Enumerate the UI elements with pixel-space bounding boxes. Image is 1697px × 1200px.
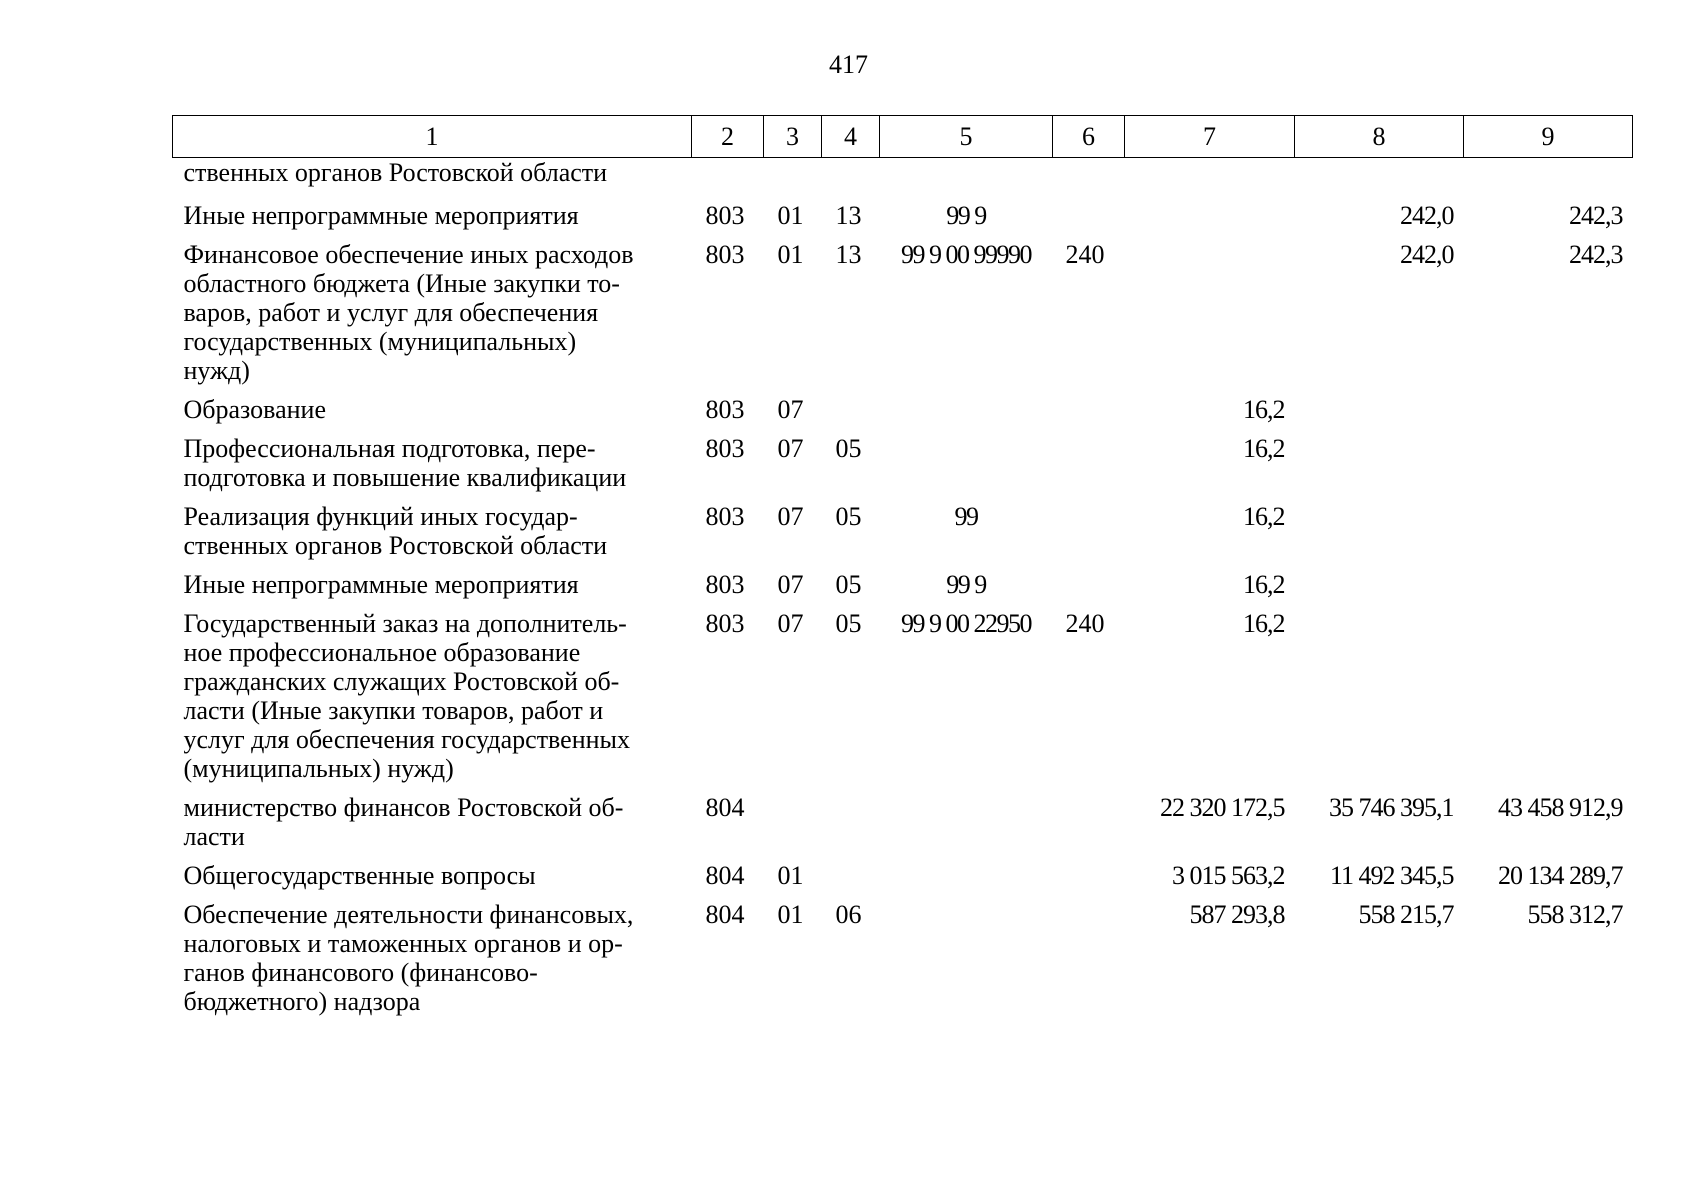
subsection-code-cell: 06 [835, 900, 862, 929]
table-row [173, 395, 1633, 434]
section-code-cell [764, 793, 822, 861]
expense-name-cell: Общегосударственные вопросы [183, 861, 536, 890]
expense-type-cell: 240 [1065, 240, 1105, 269]
expense-name-cell: Профессиональная подготовка, пере- подготовка и повышение квалификации [183, 434, 627, 492]
table-row [173, 240, 1633, 395]
amount-col7-cell: 16,2 [1243, 609, 1285, 638]
expense-type-cell: 240 [1065, 609, 1105, 638]
amount-col7-cell: 22 320 172,5 [1160, 793, 1285, 822]
target-article-cell [880, 158, 1053, 202]
expense-name-cell: ственных органов Ростовской области [183, 158, 608, 187]
target-article-cell: 99 9 [946, 201, 986, 230]
target-article-cell [880, 434, 1053, 502]
expense-type-cell [1053, 434, 1125, 502]
expense-type-cell [1053, 570, 1125, 609]
target-article-cell: 99 9 00 99990 [901, 240, 1031, 269]
target-article-cell: 99 9 [946, 570, 986, 599]
target-article-cell [880, 395, 1053, 434]
target-article-cell [880, 793, 1053, 861]
ministry-code-cell: 803 [705, 395, 745, 424]
amount-col9-cell: 20 134 289,7 [1498, 861, 1623, 890]
amount-col8-cell [1295, 570, 1464, 609]
amount-col9-cell: 242,3 [1569, 240, 1623, 269]
amount-col9-cell: 558 312,7 [1527, 900, 1623, 929]
column-header: 5 [880, 116, 1053, 158]
ministry-code-cell: 804 [705, 900, 745, 929]
target-article-cell [880, 900, 1053, 1026]
table-row [173, 793, 1633, 861]
expense-name-cell: Иные непрограммные мероприятия [183, 570, 579, 599]
expense-name-cell: Обеспечение деятельности финансовых, налоговых и таможенных органов и ор- ганов финансового (финансово- бюджетного) надзора [183, 900, 634, 1016]
amount-col8-cell: 242,0 [1400, 201, 1454, 230]
ministry-code-cell: 803 [705, 570, 745, 599]
amount-col7-cell: 3 015 563,2 [1172, 861, 1285, 890]
column-header: 4 [822, 116, 880, 158]
table-row [173, 158, 1633, 202]
section-code-cell: 07 [777, 434, 804, 463]
subsection-code-cell: 05 [835, 570, 862, 599]
expense-type-cell [1053, 201, 1125, 240]
table-row [173, 570, 1633, 609]
target-article-cell [880, 861, 1053, 900]
expense-name-cell: Образование [183, 395, 327, 424]
table-row [173, 434, 1633, 502]
amount-col8-cell: 11 492 345,5 [1329, 861, 1454, 890]
section-code-cell: 01 [777, 900, 804, 929]
expense-type-cell [1053, 793, 1125, 861]
amount-col8-cell [1295, 502, 1464, 570]
amount-col7-cell [1125, 158, 1295, 202]
amount-col7-cell: 587 293,8 [1189, 900, 1285, 929]
expense-type-cell [1053, 900, 1125, 1026]
section-code-cell: 07 [777, 395, 804, 424]
expense-name-cell: Иные непрограммные мероприятия [183, 201, 579, 230]
amount-col9-cell: 242,3 [1569, 201, 1623, 230]
table-row [173, 861, 1633, 900]
subsection-code-cell [822, 793, 880, 861]
amount-col9-cell [1464, 570, 1633, 609]
expense-type-cell [1053, 158, 1125, 202]
subsection-code-cell: 13 [835, 240, 862, 269]
expense-type-cell [1053, 502, 1125, 570]
section-code-cell: 01 [777, 861, 804, 890]
amount-col7-cell: 16,2 [1243, 395, 1285, 424]
target-article-cell: 99 9 00 22950 [901, 609, 1031, 638]
column-header: 2 [692, 116, 764, 158]
budget-table [172, 115, 1633, 1026]
table-row [173, 609, 1633, 793]
expense-name-cell: Финансовое обеспечение иных расходов областного бюджета (Иные закупки то- варов, работ и услуг для обеспечения государственных (муниципальных) нужд) [183, 240, 634, 385]
expense-type-cell [1053, 395, 1125, 434]
target-article-cell: 99 [954, 502, 978, 531]
subsection-code-cell: 13 [835, 201, 862, 230]
amount-col9-cell: 43 458 912,9 [1498, 793, 1623, 822]
amount-col7-cell: 16,2 [1243, 434, 1285, 463]
table-row [173, 201, 1633, 240]
ministry-code-cell: 803 [705, 502, 745, 531]
expense-name-cell: Государственный заказ на дополнитель- ное профессиональное образование гражданских служащих Ростовской об- ласти (Иные закупки товаров, работ и услуг для обеспечения государственных (муниципальных) нужд) [183, 609, 631, 783]
section-code-cell: 07 [777, 502, 804, 531]
amount-col9-cell [1464, 609, 1633, 793]
amount-col8-cell: 558 215,7 [1358, 900, 1454, 929]
amount-col8-cell [1295, 395, 1464, 434]
amount-col9-cell [1464, 434, 1633, 502]
subsection-code-cell: 05 [835, 502, 862, 531]
amount-col8-cell [1295, 158, 1464, 202]
amount-col9-cell [1464, 502, 1633, 570]
ministry-code-cell [692, 158, 764, 202]
amount-col7-cell [1125, 240, 1295, 395]
subsection-code-cell [822, 861, 880, 900]
column-header: 8 [1295, 116, 1464, 158]
ministry-code-cell: 804 [705, 861, 745, 890]
ministry-code-cell: 803 [705, 434, 745, 463]
subsection-code-cell [822, 158, 880, 202]
section-code-cell: 07 [777, 570, 804, 599]
subsection-code-cell: 05 [835, 609, 862, 638]
table-header-row [173, 116, 1633, 158]
column-header: 9 [1464, 116, 1633, 158]
expense-name-cell: министерство финансов Ростовской об- ласти [183, 793, 624, 851]
amount-col8-cell: 242,0 [1400, 240, 1454, 269]
table-row [173, 502, 1633, 570]
amount-col9-cell [1464, 395, 1633, 434]
subsection-code-cell: 05 [835, 434, 862, 463]
table-body [173, 158, 1633, 1027]
section-code-cell [764, 158, 822, 202]
section-code-cell: 07 [777, 609, 804, 638]
ministry-code-cell: 803 [705, 240, 745, 269]
amount-col7-cell: 16,2 [1243, 502, 1285, 531]
section-code-cell: 01 [777, 240, 804, 269]
column-header: 7 [1125, 116, 1295, 158]
subsection-code-cell [822, 395, 880, 434]
amount-col7-cell [1125, 201, 1295, 240]
ministry-code-cell: 803 [705, 201, 745, 230]
page-number: 417 [829, 50, 868, 79]
amount-col9-cell [1464, 158, 1633, 202]
column-header: 3 [764, 116, 822, 158]
expense-type-cell [1053, 861, 1125, 900]
expense-name-cell: Реализация функций иных государ- ственных органов Ростовской области [183, 502, 608, 560]
table-row [173, 900, 1633, 1026]
amount-col8-cell: 35 746 395,1 [1329, 793, 1454, 822]
amount-col7-cell: 16,2 [1243, 570, 1285, 599]
column-header: 1 [173, 116, 692, 158]
section-code-cell: 01 [777, 201, 804, 230]
amount-col8-cell [1295, 609, 1464, 793]
ministry-code-cell: 804 [705, 793, 745, 822]
ministry-code-cell: 803 [705, 609, 745, 638]
amount-col8-cell [1295, 434, 1464, 502]
column-header: 6 [1053, 116, 1125, 158]
